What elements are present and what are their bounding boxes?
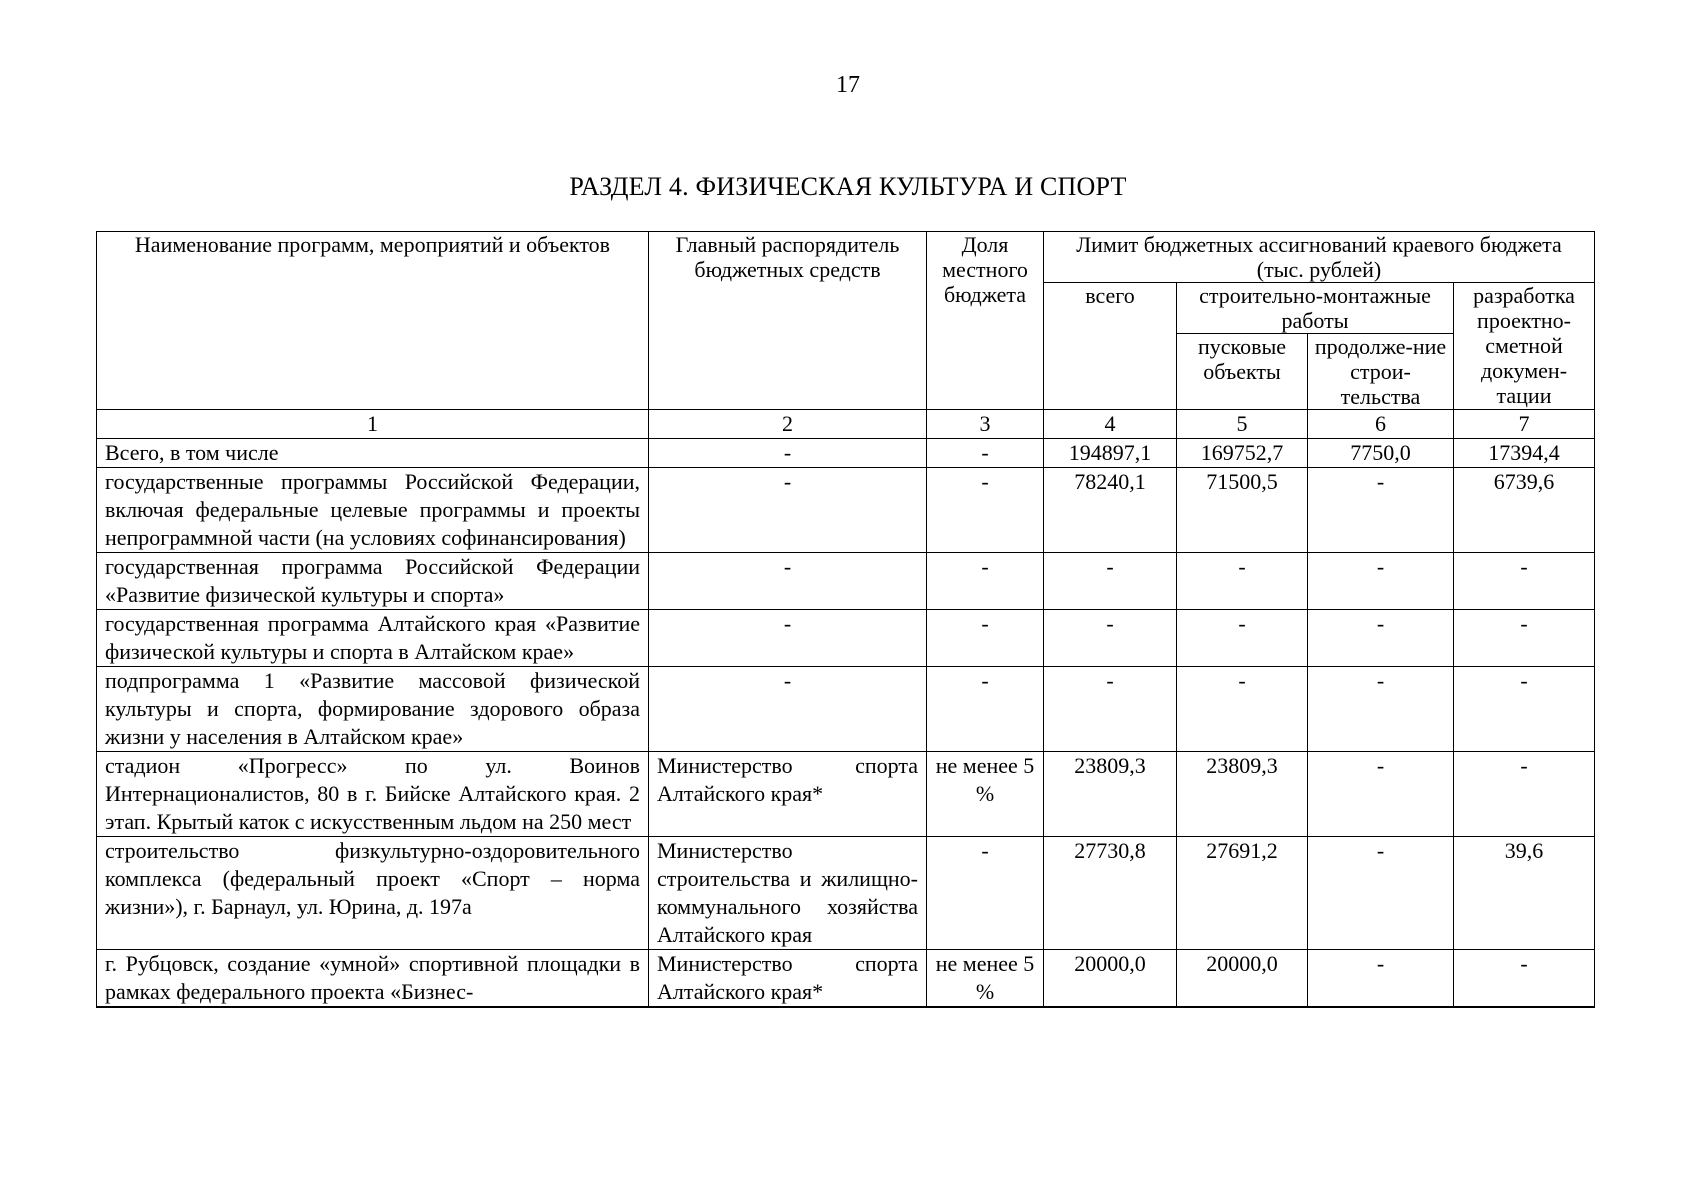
row-name: подпрограмма 1 «Развитие массовой физической культуры и спорта, формирование здорового образа жизни у населения в Алтайском крае» [97, 667, 649, 752]
table-row [97, 837, 1595, 950]
row-continue: - [1308, 610, 1454, 667]
row-org: Министерство спорта Алтайского края* [649, 752, 927, 837]
column-number: 5 [1177, 410, 1308, 439]
header-org: Главный распорядитель бюджетных средств [649, 232, 927, 410]
row-share: - [927, 667, 1044, 752]
row-name: Всего, в том числе [97, 439, 649, 468]
budget-table [96, 231, 1595, 1008]
page-number: 17 [836, 72, 860, 98]
row-share: - [927, 610, 1044, 667]
row-total: 23809,3 [1044, 752, 1177, 837]
row-org: Министерство строительства и жилищно-коммунального хозяйства Алтайского края [649, 837, 927, 950]
table-row [97, 439, 1595, 468]
row-org: - [649, 439, 927, 468]
row-launch: - [1177, 610, 1308, 667]
row-share: - [927, 553, 1044, 610]
row-org: Министерство спорта Алтайского края* [649, 950, 927, 1008]
row-name: государственная программа Российской Федерации «Развитие физической культуры и спорта» [97, 553, 649, 610]
column-number: 6 [1308, 410, 1454, 439]
row-total: 78240,1 [1044, 468, 1177, 553]
row-continue: - [1308, 752, 1454, 837]
row-launch: 169752,7 [1177, 439, 1308, 468]
row-launch: 27691,2 [1177, 837, 1308, 950]
row-share: не менее 5 % [927, 752, 1044, 837]
header-name: Наименование программ, мероприятий и объектов [97, 232, 649, 410]
row-design: - [1454, 752, 1595, 837]
row-total: 27730,8 [1044, 837, 1177, 950]
row-total: - [1044, 610, 1177, 667]
row-name: государственная программа Алтайского края «Развитие физической культуры и спорта в Алтайском крае» [97, 610, 649, 667]
row-continue: - [1308, 553, 1454, 610]
row-share: не менее 5 % [927, 950, 1044, 1008]
row-design: - [1454, 950, 1595, 1008]
row-org: - [649, 468, 927, 553]
row-org: - [649, 667, 927, 752]
table-row [97, 950, 1595, 1008]
table-row [97, 610, 1595, 667]
row-continue: - [1308, 667, 1454, 752]
row-launch: - [1177, 667, 1308, 752]
row-name: строительство физкультурно-оздоровительного комплекса (федеральный проект «Спорт – норма жизни»), г. Барнаул, ул. Юрина, д. 197а [97, 837, 649, 950]
row-design: - [1454, 610, 1595, 667]
row-org: - [649, 610, 927, 667]
row-design: - [1454, 667, 1595, 752]
row-name: государственные программы Российской Федерации, включая федеральные целевые программы и проекты непрограммной части (на условиях софинансирования) [97, 468, 649, 553]
column-number: 4 [1044, 410, 1177, 439]
header-launch: пусковые объекты [1177, 334, 1308, 410]
column-number-row [97, 410, 1595, 439]
header-share: Доля местного бюджета [927, 232, 1044, 410]
column-number: 7 [1454, 410, 1595, 439]
header-total: всего [1044, 283, 1177, 410]
row-share: - [927, 837, 1044, 950]
section-title: РАЗДЕЛ 4. ФИЗИЧЕСКАЯ КУЛЬТУРА И СПОРТ [569, 172, 1127, 201]
table-row [97, 553, 1595, 610]
row-total: - [1044, 553, 1177, 610]
row-design: - [1454, 553, 1595, 610]
row-total: 194897,1 [1044, 439, 1177, 468]
column-number: 1 [97, 410, 649, 439]
table-row [97, 752, 1595, 837]
row-share: - [927, 468, 1044, 553]
row-design: 17394,4 [1454, 439, 1595, 468]
row-continue: 7750,0 [1308, 439, 1454, 468]
row-share: - [927, 439, 1044, 468]
row-launch: - [1177, 553, 1308, 610]
row-continue: - [1308, 950, 1454, 1008]
table-row [97, 667, 1595, 752]
row-design: 6739,6 [1454, 468, 1595, 553]
header-smr-group: строительно-монтажные работы [1177, 283, 1454, 334]
row-design: 39,6 [1454, 837, 1595, 950]
table-row [97, 468, 1595, 553]
row-launch: 23809,3 [1177, 752, 1308, 837]
row-org: - [649, 553, 927, 610]
column-number: 2 [649, 410, 927, 439]
row-continue: - [1308, 837, 1454, 950]
header-limit-group: Лимит бюджетных ассигнований краевого бюджета (тыс. рублей) [1044, 232, 1595, 283]
header-design: разработка проектно-сметной докумен-тации [1454, 283, 1595, 410]
row-launch: 20000,0 [1177, 950, 1308, 1008]
row-launch: 71500,5 [1177, 468, 1308, 553]
row-name: стадион «Прогресс» по ул. Воинов Интернационалистов, 80 в г. Бийске Алтайского края. 2 этап. Крытый каток с искусственным льдом на 250 мест [97, 752, 649, 837]
row-name: г. Рубцовск, создание «умной» спортивной площадки в рамках федерального проекта «Бизнес- [97, 950, 649, 1008]
row-total: 20000,0 [1044, 950, 1177, 1008]
header-continue: продолже-ние строи-тельства [1308, 334, 1454, 410]
row-continue: - [1308, 468, 1454, 553]
column-number: 3 [927, 410, 1044, 439]
row-total: - [1044, 667, 1177, 752]
